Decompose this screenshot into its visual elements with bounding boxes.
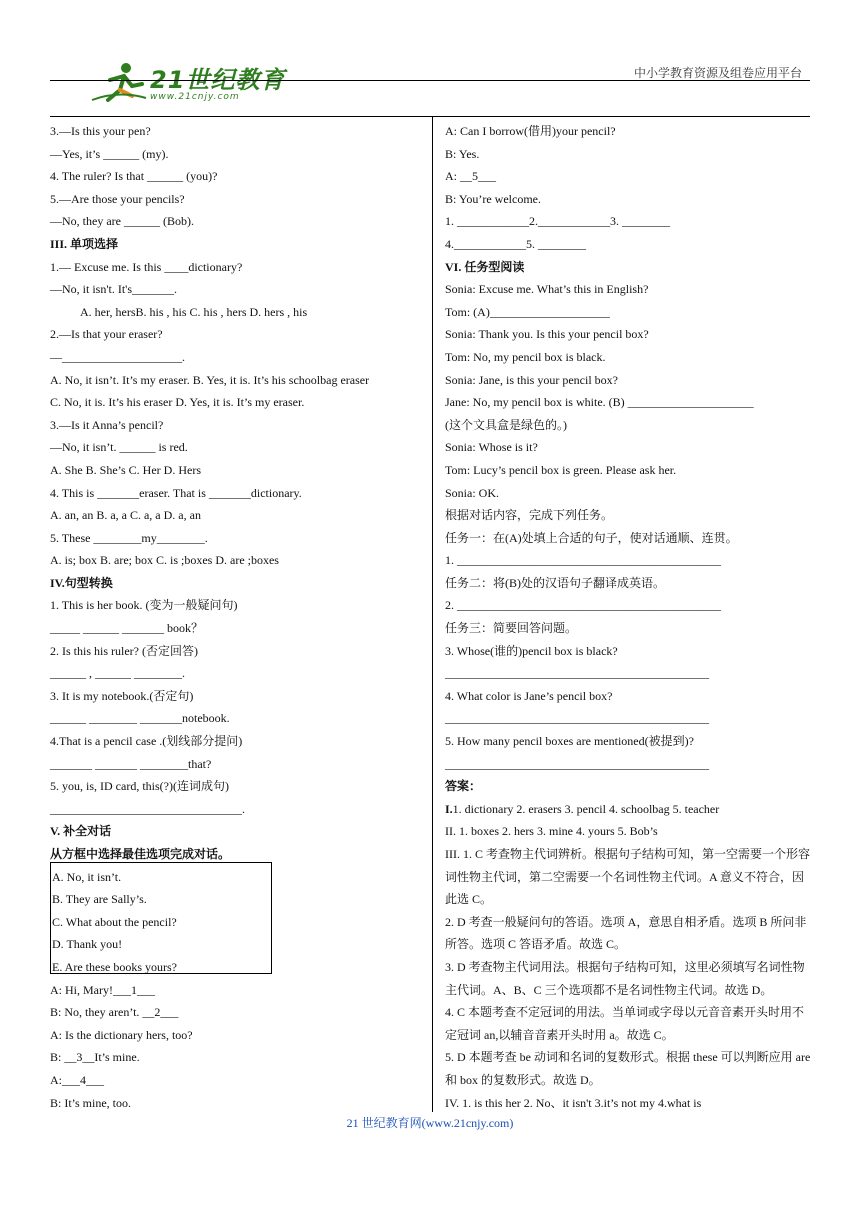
left-line: A: Is the dictionary hers, too? (50, 1027, 193, 1042)
right-line: 4. What color is Jane’s pencil box? (445, 688, 613, 703)
right-line: A: __5___ (445, 169, 496, 184)
right-column (445, 120, 815, 1114)
left-line: B: __3__It’s mine. (50, 1050, 140, 1065)
options-box (50, 862, 272, 974)
left-line: 2. Is this his ruler? (否定回答) (50, 643, 198, 658)
left-line: —No, they are ______ (Bob). (50, 214, 194, 229)
footer: 21 世纪教育网(www.21cnjy.com) (346, 1116, 514, 1130)
answer-paragraph: 4. C 本题考查不定冠词的用法。当单词或字母以元音音素开头时用不定冠词 an,以辅音音素开头时用 a。故选 C。 (445, 1005, 805, 1042)
right-line: 任务三：简要回答问题。 (445, 621, 578, 636)
left-line: —____________________. (50, 349, 185, 364)
right-line: Tom: (A)____________________ (445, 304, 610, 319)
header-rule (50, 116, 810, 117)
right-line: 任务一：在(A)处填上合适的句子，使对话通顺、连贯。 (445, 530, 738, 545)
right-line: B: You’re welcome. (445, 191, 541, 206)
page-header (50, 58, 810, 118)
platform-name: 中小学教育资源及组卷应用平台 (633, 66, 802, 80)
left-line: B: No, they aren’t. __2___ (50, 1005, 179, 1020)
answer-paragraph: 2. D 考查一般疑问句的答语。选项 A，意思自相矛盾。选项 B 所问非所答。选项 C 答语矛盾。故选 C。 (445, 914, 807, 952)
left-line: 从方框中选择最佳选项完成对话。 (50, 847, 231, 861)
left-line: A. is; box B. are; box C. is ;boxes D. are ;boxes (50, 553, 279, 568)
right-line: Sonia: OK. (445, 485, 499, 500)
left-line: 4. The ruler? Is that ______ (you)? (50, 169, 218, 184)
right-line: Sonia: Thank you. Is this your pencil box? (445, 327, 649, 342)
right-line: 5. How many pencil boxes are mentioned(被提到)? (445, 734, 694, 749)
left-line: _____ ______ _______ book？ (50, 621, 204, 636)
left-line: _______ _______ ________that? (50, 756, 212, 771)
right-line: Sonia: Excuse me. What’s this in English? (445, 282, 649, 297)
right-line: 任务二：将(B)处的汉语句子翻译成英语。 (445, 575, 665, 590)
left-line: —No, it isn't. It's_______. (50, 282, 177, 297)
column-divider (432, 116, 433, 1112)
right-line: II. 1. boxes 2. hers 3. mine 4. yours 5. Bob’s (445, 824, 658, 839)
left-line: A:___4___ (50, 1072, 104, 1087)
right-line: ____________________________________________ (445, 711, 709, 726)
left-line: 5.—Are those your pencils? (50, 191, 185, 206)
right-line: Tom: No, my pencil box is black. (445, 349, 606, 364)
left-line: C. What about the pencil? (52, 914, 177, 929)
left-line: —Yes, it’s ______ (my). (50, 146, 169, 161)
left-line: B. They are Sally’s. (52, 892, 147, 907)
right-line: (这个文具盒是绿色的。) (445, 417, 567, 432)
left-line: A. She B. She’s C. Her D. Hers (50, 462, 201, 477)
left-line: A: Hi, Mary!___1___ (50, 982, 155, 997)
right-line: 3. Whose(谁的)pencil box is black? (445, 643, 618, 658)
left-line: 1. This is her book. (变为一般疑问句) (50, 598, 238, 613)
right-line: 1. ____________________________________________ (445, 553, 721, 568)
left-line: 4. This is _______eraser. That is _______dictionary. (50, 485, 302, 500)
right-line: 1. ____________2.____________3. ________ (445, 214, 670, 229)
right-line: Sonia: Whose is it? (445, 440, 538, 455)
left-line: ______ ________ _______notebook. (50, 711, 230, 726)
answer-paragraph: 3. D 考查物主代词用法。根据句子结构可知，这里必须填写名词性物主代词。A、B、C 三个选项都不是名词性物主代词。故选 D。 (445, 959, 805, 997)
left-line: ________________________________. (50, 801, 245, 816)
left-line: 3. It is my notebook.(否定句) (50, 688, 194, 703)
right-line: 答案： (445, 779, 482, 794)
left-line: C. No, it is. It’s his eraser D. Yes, it is. It’s my eraser. (50, 395, 305, 410)
logo (90, 60, 310, 106)
logo-url: www.21cnjy.com (150, 92, 240, 102)
left-line: A. No, it isn’t. (52, 869, 122, 884)
left-line: IV.句型转换 (50, 575, 113, 590)
left-line: B: It’s mine, too. (50, 1095, 131, 1110)
right-line: VI. 任务型阅读 (445, 259, 525, 274)
left-line: V. 补全对话 (50, 824, 112, 839)
left-line: ______ , ______ ________. (50, 666, 185, 681)
left-line: 3.—Is it Anna’s pencil? (50, 417, 164, 432)
right-line: 根据对话内容，完成下列任务。 (445, 508, 614, 523)
left-line: E. Are these books yours? (52, 959, 177, 974)
left-line: A. No, it isn’t. It’s my eraser. B. Yes, it is. It’s his schoolbag eraser (50, 372, 370, 387)
left-line: 1.— Excuse me. Is this ____dictionary? (50, 259, 243, 274)
right-line: Tom: Lucy’s pencil box is green. Please ask her. (445, 462, 677, 477)
left-line: 5. you, is, ID card, this(?)(连词成句) (50, 779, 229, 794)
right-line: 2. ____________________________________________ (445, 598, 721, 613)
answer-paragraph: III. 1. C 考查物主代词辨析。根据句子结构可知，第一空需要一个形容词性物主代词，第二空需要一个名词性物主代词。A 意义不符合，因此选 C。 (445, 847, 810, 907)
left-line: A. her, hersB. his , his C. his , hers D. hers , his (80, 304, 308, 319)
left-line: 2.—Is that your eraser? (50, 327, 163, 342)
right-line: A: Can I borrow(借用)your pencil? (445, 124, 616, 138)
left-line: III. 单项选择 (50, 236, 119, 251)
header-rule-thin (50, 80, 810, 81)
left-line: 4.That is a pencil case .(划线部分提问) (50, 734, 243, 749)
logo-title: 21世纪教育 (150, 66, 286, 94)
runner-logo-icon (90, 60, 148, 104)
left-line: —No, it isn’t. ______ is red. (50, 440, 188, 455)
left-line: 3.—Is this your pen? (50, 124, 151, 138)
right-line: I.1. dictionary 2. erasers 3. pencil 4. schoolbag 5. teacher (445, 801, 720, 816)
right-line: B: Yes. (445, 146, 480, 161)
right-line: Sonia: Jane, is this your pencil box? (445, 372, 618, 387)
left-line: D. Thank you! (52, 937, 123, 952)
answer-paragraph: IV. 1. is this her 2. No、it isn't 3.it’s not my 4.what is (445, 1095, 702, 1110)
left-line: A. an, an B. a, a C. a, a D. a, an (50, 508, 201, 523)
answer-roman: I. (445, 801, 453, 816)
right-line: ____________________________________________ (445, 756, 709, 771)
right-line: ____________________________________________ (445, 666, 709, 681)
right-line: 4.____________5. ________ (445, 236, 586, 251)
right-line: Jane: No, my pencil box is white. (B) _____________________ (445, 395, 754, 410)
answer-paragraph: 5. D 本题考查 be 动词和名词的复数形式。根据 these 可以判断应用 are 和 box 的复数形式。故选 D。 (445, 1050, 811, 1087)
left-line: 5. These ________my________. (50, 530, 208, 545)
